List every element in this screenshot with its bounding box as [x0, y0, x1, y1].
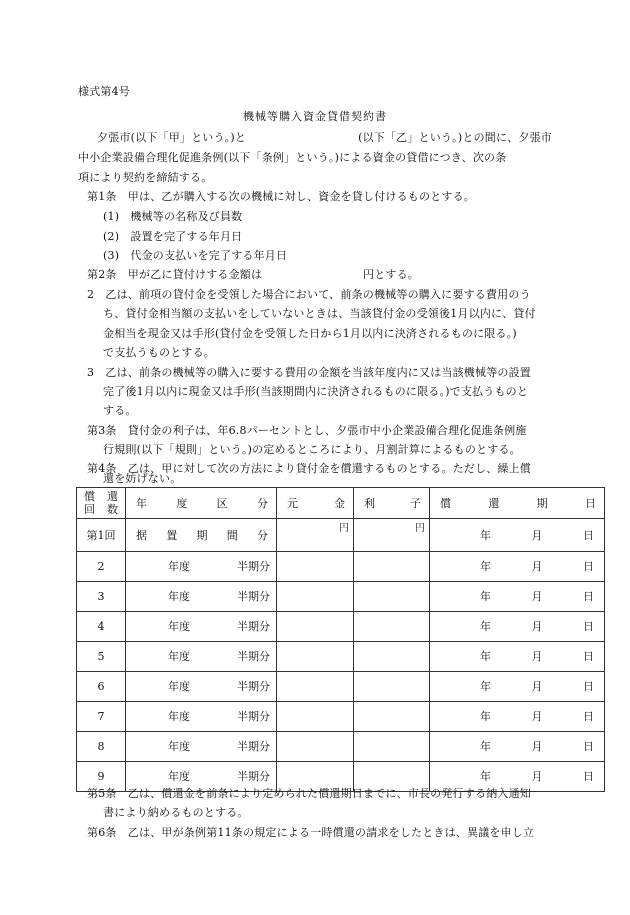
article-1-item-1: (1) 機械等の名称及び員数	[103, 210, 243, 223]
interest-cell	[354, 552, 430, 582]
header-repayment-count: 償 還 回 数	[77, 488, 126, 519]
fiscal-year-label: 年度	[168, 740, 190, 753]
fiscal-half-cell	[126, 672, 277, 702]
article-4-line-2: 還を妨げない。	[103, 472, 182, 485]
article-2-para-2-line-3: 金相当を現金又は手形(貸付金を受領した日から1月以内に決済されるものに限る。)	[103, 327, 517, 340]
fiscal-year-label: 年度	[168, 650, 190, 663]
principal-cell: 円	[277, 519, 354, 552]
article-2-para-2-line-2: ち、貸付金相当額の支払いをしていないときは、当該貸付金の受領後1月以内に、貸付	[103, 307, 536, 320]
row-number: 2	[77, 552, 126, 582]
fiscal-half-cell	[126, 612, 277, 642]
half-period-label: 半期分	[237, 650, 270, 663]
principal-cell	[277, 732, 354, 762]
fiscal-year-label: 年度	[168, 560, 190, 573]
half-period-label: 半期分	[237, 590, 270, 603]
half-period-label: 半期分	[237, 620, 270, 633]
row-number: 8	[77, 732, 126, 762]
principal-cell	[277, 582, 354, 612]
article-3-line-1: 第3条 貸付金の利子は、年6.8パーセントとし、夕張市中小企業設備合理化促進条例施	[87, 424, 527, 437]
document-title: 機械等購入資金貸借契約書	[243, 110, 387, 123]
article-2-para-2-line-1: 2 乙は、前項の貸付金を受領した場合において、前条の機械等の購入に要する費用のう	[87, 288, 531, 301]
due-date-cell: 年 月 日	[430, 612, 605, 642]
row-number: 5	[77, 642, 126, 672]
row-number: 7	[77, 702, 126, 732]
fiscal-half-cell	[126, 582, 277, 612]
due-date-cell: 年 月 日	[430, 582, 605, 612]
half-period-label: 半期分	[237, 770, 270, 783]
fiscal-year-label: 年度	[168, 710, 190, 723]
article-5-line-2: 書により納めるものとする。	[103, 806, 249, 819]
article-4-line-1: 第4条 乙は、甲に対して次の方法により貸付金を償還するものとする。ただし、繰上償	[87, 462, 531, 475]
table-row	[77, 612, 605, 642]
principal-cell	[277, 642, 354, 672]
half-period-label: 半期分	[237, 680, 270, 693]
interest-cell	[354, 732, 430, 762]
article-2-para-3-line-1: 3 乙は、前条の機械等の購入に要する費用の金額を当該年度内に又は当該機械等の設置	[87, 366, 531, 379]
due-date-cell: 年 月 日	[430, 642, 605, 672]
interest-cell	[354, 582, 430, 612]
due-date-cell: 年 月 日	[430, 519, 605, 552]
row-number: 3	[77, 582, 126, 612]
table-row	[77, 582, 605, 612]
table-row	[77, 702, 605, 732]
article-1: 第1条 甲は、乙が購入する次の機械に対し、資金を貸し付けるものとする。	[87, 190, 475, 203]
due-date-cell: 年 月 日	[430, 702, 605, 732]
due-date-cell: 年 月 日	[430, 762, 605, 792]
header-principal: 元 金	[277, 488, 354, 519]
half-period-label: 半期分	[237, 560, 270, 573]
interest-cell	[354, 702, 430, 732]
interest-cell	[354, 612, 430, 642]
fiscal-half-cell	[126, 642, 277, 672]
principal-cell	[277, 552, 354, 582]
article-2-para-2-line-4: で支払うものとする。	[103, 346, 215, 359]
due-date-cell: 年 月 日	[430, 732, 605, 762]
form-number: 様式第4号	[78, 85, 130, 98]
row-number: 9	[77, 762, 126, 792]
row-number: 4	[77, 612, 126, 642]
article-1-item-2: (2) 設置を完了する年月日	[103, 230, 243, 243]
principal-cell	[277, 702, 354, 732]
principal-cell	[277, 612, 354, 642]
schedule-rows	[77, 552, 605, 792]
fiscal-year-label: 年度	[168, 770, 190, 783]
header-fiscal-period: 年 度 区 分	[126, 488, 277, 519]
fiscal-half-cell	[126, 702, 277, 732]
interest-cell	[354, 672, 430, 702]
article-2: 第2条 甲が乙に貸付けする金額は 円とする。	[87, 268, 419, 281]
half-period-label: 半期分	[237, 740, 270, 753]
table-row	[77, 642, 605, 672]
article-1-item-3: (3) 代金の支払いを完了する年月日	[103, 249, 288, 262]
article-6-line-1: 第6条 乙は、甲が条例第11条の規定による一時償還の請求をしたときは、異議を申し立	[87, 826, 535, 839]
due-date-cell: 年 月 日	[430, 672, 605, 702]
fiscal-half-cell	[126, 552, 277, 582]
row-number: 6	[77, 672, 126, 702]
article-2-para-3-line-3: する。	[103, 404, 137, 417]
article-3-line-2: 行規則(以下「規則」という。)の定めるところにより、月割計算によるものとする。	[103, 443, 521, 456]
table-row	[77, 519, 605, 552]
interest-cell	[354, 642, 430, 672]
half-period-label: 半期分	[237, 710, 270, 723]
table-row	[77, 552, 605, 582]
fiscal-year-label: 年度	[168, 590, 190, 603]
preamble-line-2: 中小企業設備合理化促進条例(以下「条例」という。)による資金の貸借につき、次の条	[78, 151, 507, 164]
table-row	[77, 732, 605, 762]
row-number: 第1回	[77, 519, 126, 552]
grace-period-cell: 据 置 期 間 分	[126, 519, 277, 552]
repayment-schedule-table	[76, 487, 605, 792]
fiscal-year-label: 年度	[168, 680, 190, 693]
table-header-row	[77, 488, 605, 519]
article-2-para-3-line-2: 完了後1月以内に現金又は手形(当該期間内に決済されるものに限る。)で支払うものと	[103, 385, 529, 398]
article-5-line-1: 第5条 乙は、償還金を前条により定められた償還期日までに、市長の発行する納入通知	[87, 787, 531, 800]
preamble-line-3: 項により契約を締結する。	[78, 171, 213, 184]
fiscal-half-cell	[126, 732, 277, 762]
due-date-cell: 年 月 日	[430, 552, 605, 582]
table-row	[77, 672, 605, 702]
interest-cell: 円	[354, 519, 430, 552]
header-repayment-date: 償 還 期 日	[430, 488, 605, 519]
principal-cell	[277, 672, 354, 702]
fiscal-year-label: 年度	[168, 620, 190, 633]
preamble-line-1: 夕張市(以下「甲」という。)と (以下「乙」という。)との間に、夕張市	[97, 131, 552, 144]
header-interest: 利 子	[354, 488, 430, 519]
